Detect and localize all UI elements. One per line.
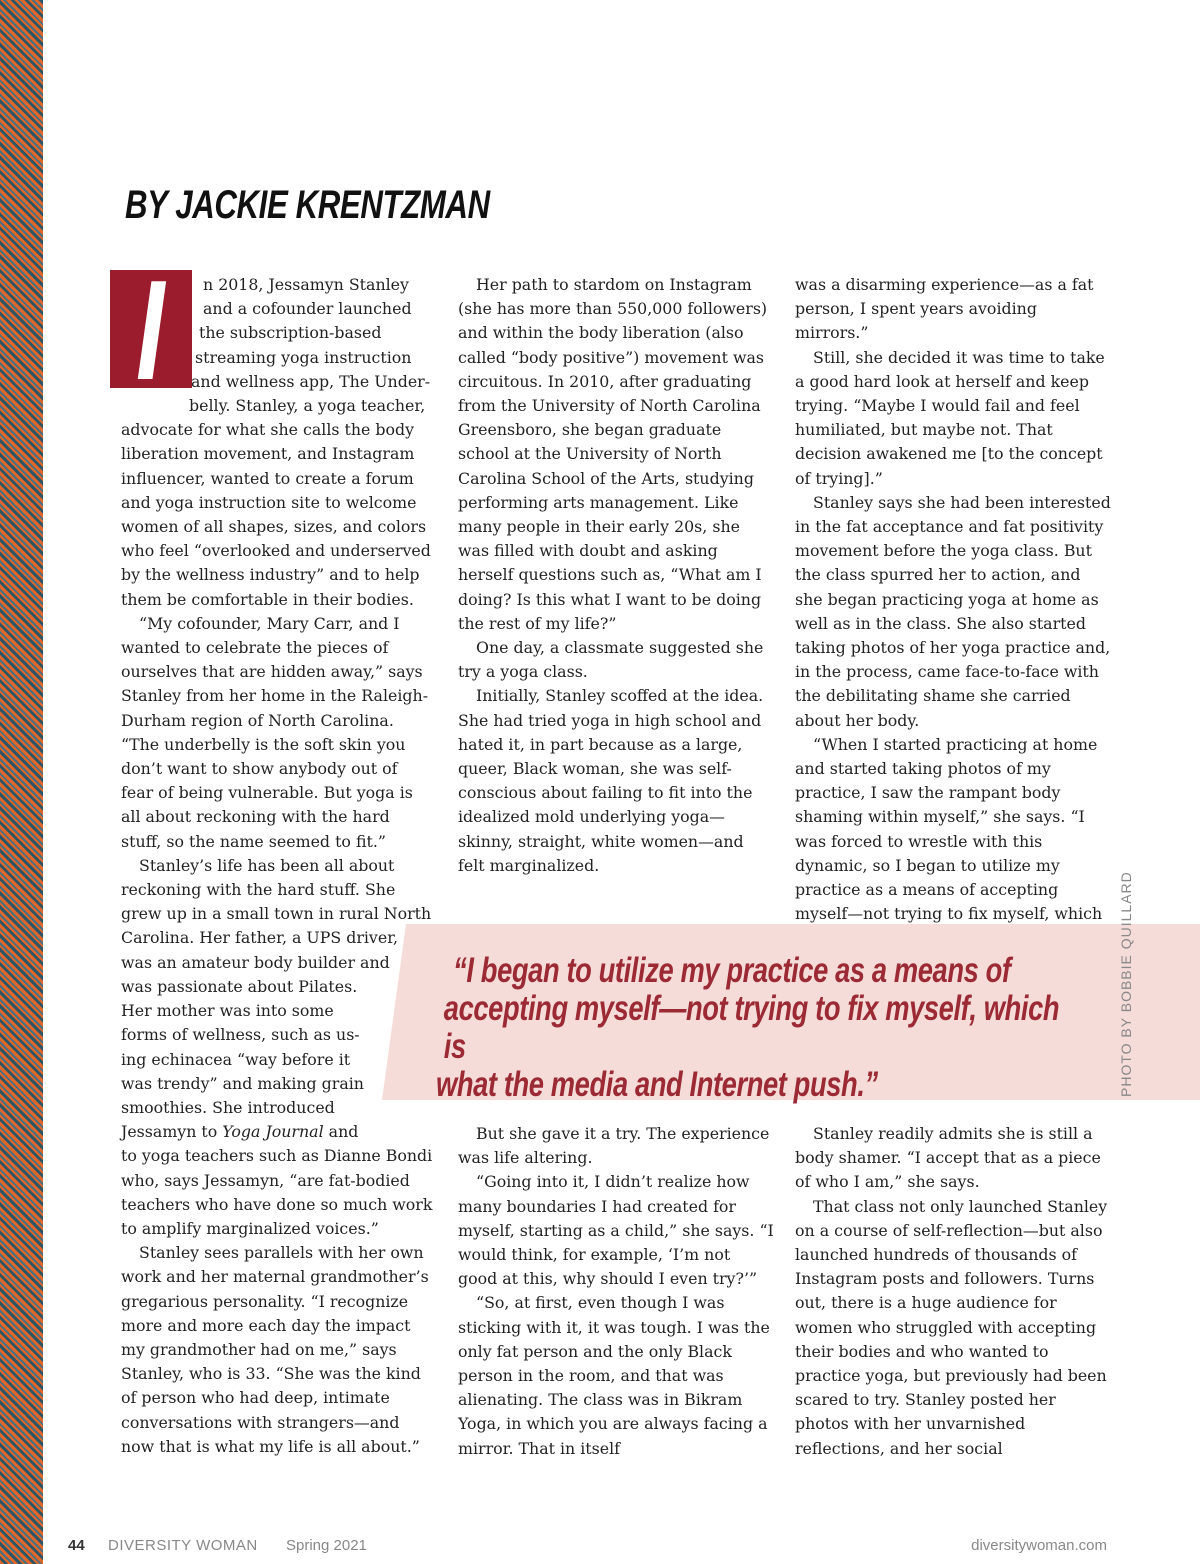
intro-line: streaming yoga instruction: [195, 347, 412, 367]
paragraph-line: forms of wellness, such as us-: [121, 1025, 360, 1045]
photo-credit: PHOTO BY BOBBIE QUILLARD: [1118, 871, 1134, 1097]
paragraph: Stanley readily admits she is still a body shamer. “I accept that as a piece of who I am,” she says.: [795, 1124, 1101, 1192]
column-2-top: [458, 273, 774, 878]
paragraph-line: Carolina. Her father, a UPS driver,: [121, 928, 399, 948]
paragraph: was a disarming experience—as a fat person, I spent years avoiding mirrors.”: [795, 275, 1094, 343]
column-1-intro: [121, 273, 441, 1459]
paragraph: “When I started practicing at home and started taking photos of my practice, I saw the rampant body shaming within myself,” she says. “I was forced to wrestle with this dynamic, so I began to utilize my practice as a means of accepting myself—not trying to fix myself, which: [795, 734, 1103, 924]
paragraph: Initially, Stanley scoffed at the idea. She had tried yoga in high school and hated it, in part because as a large, queer, Black woman, she was self-conscious about failing to fit into the idealized mold underlying yoga—skinny, straight, white women—and felt marginalized.: [458, 686, 764, 875]
paragraph-line: [121, 1120, 441, 1144]
paragraph: Her path to stardom on Instagram (she has more than 550,000 followers) and within the body liberation (also called “body positive”) movement was circuitous. In 2010, after graduating from the University of North Carolina Greensboro, she began graduate school at the University of North Carolina School of the Arts, studying performing arts management. Like many people in their early 20s, she was filled with doubt and asking herself questions such as, “What am I doing? Is this what I want to be doing the rest of my life?”: [458, 275, 768, 633]
magazine-name: DIVERSITY WOMAN: [108, 1537, 258, 1554]
paragraph: That class not only launched Stanley on a course of self-reflection—but also launched hundreds of thousands of Instagram posts and followers. Turns out, there is a huge audience for women who struggled with accepting their bodies and who wanted to practice yoga, but previously had been scared to try. Stanley posted her photos with her unvarnished reflections, and her social: [795, 1196, 1108, 1458]
pull-quote-line: “I began to utilize my practice as a means of: [453, 951, 1011, 990]
journal-post: and: [323, 1122, 359, 1142]
paragraph: One day, a classmate suggested she try a yoga class.: [458, 638, 764, 682]
paragraph: Stanley sees parallels with her own work and her maternal grandmother’s gregarious personality. “I recognize more and more each day the impact my grandmother had on me,” says Stanley, who is 33. “She was the kind of person who had deep, intimate conversations with strangers—and now that is what my life is all about.”: [121, 1243, 429, 1456]
pull-quote-line: what the media and Internet push.”: [436, 1065, 878, 1104]
column-2-bottom: [458, 1122, 774, 1461]
paragraph-line: was passionate about Pilates.: [121, 976, 358, 996]
paragraph-line: Her mother was into some: [121, 1001, 334, 1021]
intro-line: belly. Stanley, a yoga teacher,: [189, 396, 426, 416]
paragraph-line: Stanley’s life has been all about: [139, 855, 395, 875]
intro-line: the subscription-based: [199, 323, 382, 343]
paragraph-line: was trendy” and making grain: [121, 1073, 364, 1093]
paragraph-line: smoothies. She introduced: [121, 1097, 335, 1117]
pull-quote: [436, 952, 1076, 1104]
journal-title: Yoga Journal: [222, 1122, 324, 1142]
intro-line: and a cofounder launched: [203, 299, 412, 319]
intro-line: and wellness app, The Under-: [191, 371, 431, 391]
byline: BY JACKIE KRENTZMAN: [125, 183, 490, 227]
pull-quote-line: accepting myself—not trying to fix myself, which is: [443, 989, 1060, 1066]
column-3-top: [795, 273, 1111, 951]
paragraph: advocate for what she calls the body liberation movement, and Instagram influencer, wanted to create a forum and yoga instruction site to welcome women of all shapes, sizes, and colors who feel “overlooked and underserved by the wellness industry” and to help them be comfortable in their bodies.: [121, 420, 431, 609]
journal-pre: Jessamyn to: [121, 1122, 223, 1142]
paragraph-line: grew up in a small town in rural North: [121, 904, 432, 924]
paragraph: But she gave it a try. The experience was life altering.: [458, 1124, 770, 1168]
column-3-bottom: [795, 1122, 1111, 1461]
decorative-stripe-border: [0, 0, 43, 1564]
paragraph: Still, she decided it was time to take a good hard look at herself and keep trying. “Maybe I would fail and feel humiliated, but maybe not. That decision awakened me [to the concept of trying].”: [795, 347, 1105, 488]
paragraph: “Going into it, I didn’t realize how many boundaries I had created for myself, starting as a child,” she says. “I would think, for example, ‘I’m not good at this, why should I even try?’”: [458, 1172, 774, 1289]
intro-line: n 2018, Jessamyn Stanley: [203, 275, 409, 294]
paragraph: to yoga teachers such as Dianne Bondi who, says Jessamyn, “are fat-bodied teachers who have done so much work to amplify marginalized voices.”: [121, 1146, 433, 1238]
paragraph-line: was an amateur body builder and: [121, 952, 390, 972]
paragraph: “So, at first, even though I was sticking with it, it was tough. I was the only fat person and the only Black person in the room, and that was alienating. The class was in Bikram Yoga, in which you are always facing a mirror. That in itself: [458, 1293, 770, 1458]
drop-cap-letter: I: [136, 251, 165, 410]
paragraph-line: reckoning with the hard stuff. She: [121, 880, 396, 900]
paragraph: Stanley says she had been interested in the fat acceptance and fat positivity movement before the yoga class. But the class spurred her to action, and she began practicing yoga at home as well as in the class. She also started taking photos of her yoga practice and, in the process, came face-to-face with the debilitating shame she carried about her body.: [795, 492, 1111, 730]
website-link[interactable]: diversitywoman.com: [971, 1537, 1107, 1554]
page-number: 44: [68, 1537, 85, 1554]
issue-date: Spring 2021: [286, 1537, 367, 1554]
paragraph: “My cofounder, Mary Carr, and I wanted to celebrate the pieces of ourselves that are hidden away,” says Stanley from her home in the Raleigh-Durham region of North Carolina. “The underbelly is the soft skin you don’t want to show anybody out of fear of being vulnerable. But yoga is all about reckoning with the hard stuff, so the name seemed to fit.”: [121, 613, 429, 851]
paragraph-line: ing echinacea “way before it: [121, 1049, 351, 1069]
